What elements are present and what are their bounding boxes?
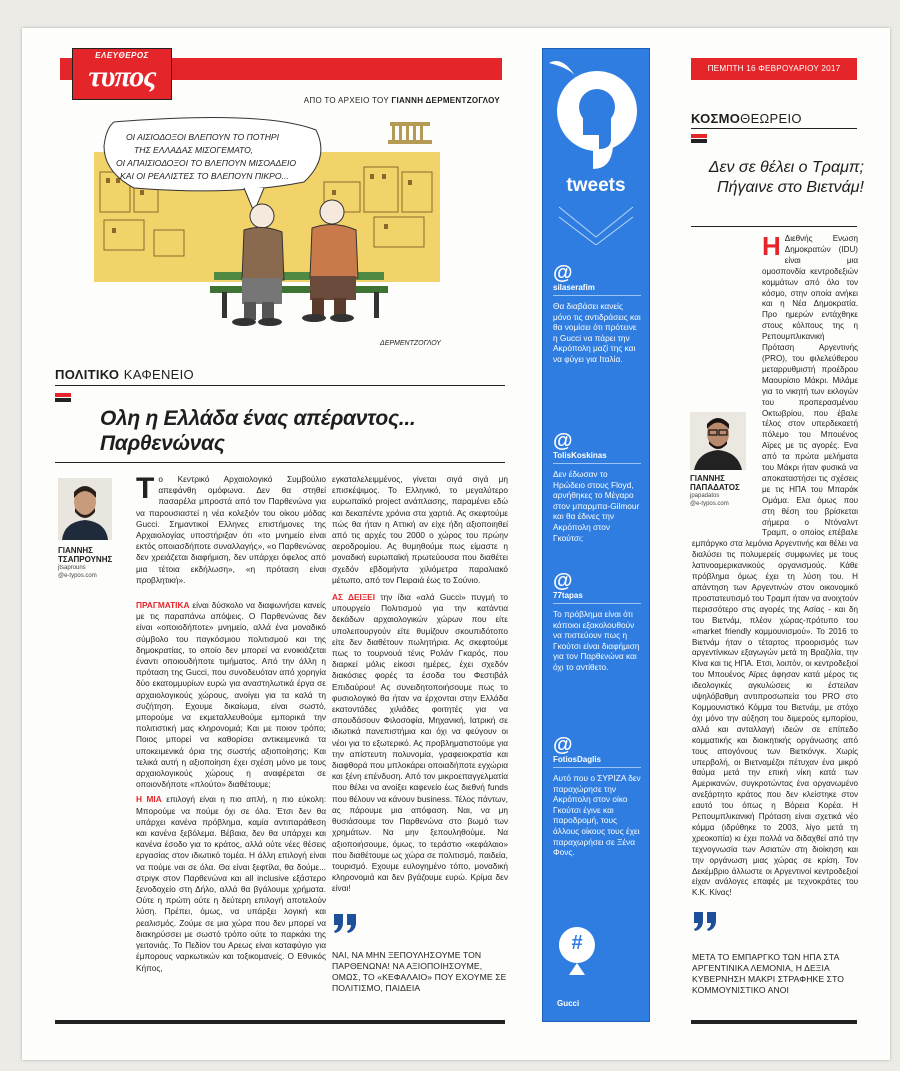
hashtag-icon xyxy=(557,925,597,977)
article-col-1 xyxy=(136,474,326,586)
right-para-text: Διεθνής Ενωση Δημοκρατών (IDU) είναι μια ομοσπονδία κεντροδεξιών κομμάτων από όλο τον κόσμο, στην οποία ανήκει και η Νέα Δημοκρατία. Προ ημερών εντάχθηκε στους κόλπους της η Ρεπουμπλικανική Πρόταση Αργεντινής (PRO), του φιλελεύθερου μεταρρυθμιστή προέδρου Μαουρίσιο Μάκρι. Μιλάμε για το νικητή των εκλογών του προπερασμένου Οκτωβρίου, που έβαλε τέλος στον υπερδεκαετή πόλεμο του Μπουένος Αϊρες με τις αγορές. Ενα από τα πρώτα μελήματα του Μάκρι ήταν φυσικά να αποκαταστήσει τις σχέσεις με τις ΗΠΑ του Μπαράκ Ομάμα. Ελα όμως που στη θέση του βρίσκεται σήμερα ο Ντόναλντ Τραμπ, ο οποίος επέβαλε εμπάργκο στα λεμόνια Αργεντινής και θέλει να διαλύσει τις πολυμερείς συμφωνίες με τους λατινοαμερικανικούς οργανισμούς. Κάθε πρόβλημα όμως έχει τη λύση του. Η απάντηση των Αργεντινών στον οικονομικό προστατευτισμό του Τραμπ ήταν να ανοιχτούν περισσότερο στις αγορές της Ασίας - και δη του Βιετνάμ, πλέον χώρας-πρότυπο του «market friendly κομμουνισμού». Το 2016 το Βιετνάμ ήταν ο τέταρτος προορισμός των αργεντίνικων εξαγωγών μετά τη Βραζιλία, την Κίνα και τις ΗΠΑ. Ετσι, λοιπόν, οι κεντροδεξιοί του Μπουένος Αϊρες άφησαν κατά μέρος τις ιδεολογικές αγκυλώσεις κι έστειλαν υψηλόβαθμη αντιπροσωπεία του PRO στο Κομμουνιστικό Κόμμα του Βιετνάμ, με στόχο όχι μόνο την αύξηση του διμερούς εμπορίου, αλλά και ανταλλαγή ιδεών σε επίπεδο κομματικής και διοικητικής οργάνωσης από τους απογόνους των Βιετκόνγκ. Χωρίς υπερβολή, οι Βιετναμέζοι πέτυχαν ένα μικρό θαύμα μετά την επική νίκη κατά των Αμερικανών, συγκροτώντας ένα οργανωμένο ανεξάρτητο κράτος που δεν κλείστηκε στον εαυτό του όπως η Βόρεια Κορέα. Η Ρεπουμπλικανική Πρόταση είναι σχετικά νέο κόμμα (ιδρύθηκε το 2003, λίγο μετά τη χρεοκοπία) κι έχει πολλά να διδαχθεί από την τεχνογνωσία των Ασιατών στη διοίκηση και την οργάνωση μιας χώρας σε κρίση. Τον Δεκέμβριο άλλωστε οι Αργεντινοί κεντροδεξιοί είχαν ανάλογες επαφές με τεχνοκράτες του Κ.Κ. Κίνας! xyxy=(692,234,858,898)
tweet-handle[interactable]: 77tapas xyxy=(553,591,583,600)
divider xyxy=(553,463,641,464)
political-cartoon xyxy=(94,112,440,354)
paragraph-2 xyxy=(136,600,326,790)
author-photo xyxy=(58,478,112,540)
main-headline: Ολη η Ελλάδα ένας απέραντος... Παρθενώνας xyxy=(100,407,416,455)
dropcap-t: Τ xyxy=(136,472,155,505)
hashtag-label[interactable]: Gucci xyxy=(557,999,580,1008)
tweets-column xyxy=(542,48,650,1022)
author-photo-right xyxy=(690,412,746,470)
tweet-handle[interactable]: TolisKoskinas xyxy=(553,451,607,460)
author-handle[interactable]: jtsaprouns xyxy=(58,565,86,571)
speech-line-2: ΤΗΣ ΕΛΛΑΔΑΣ ΜΙΣΟΓΕΜΑΤΟ, xyxy=(134,145,254,155)
author-block-right xyxy=(690,412,758,536)
tweet-handle[interactable]: silaserafim xyxy=(553,283,595,292)
tweet-4 xyxy=(553,735,641,858)
tweets-title: tweets xyxy=(566,175,626,196)
para1-text: ο Κεντρικό Αρχαιολογικό Συμβούλιο απεφάνθη ομόφωνα. Δεν θα στηθεί πασαρέλα μπροστά από τον Παρθενώνα για να παρουσιαστεί η νέα κολεξιόν του οίκου μόδας Gucci. Σημαντικοί Ελληνες επιστήμονες της Αρχαιολογίας υποστήριξαν ότι «το μνημείο είναι εκτός οποιασδήποτε συναλλαγής», «ο Παρθενώνας δεν χρειάζεται διαφήμιση, δεν υπάρχει όφελος από μια τέτοια εκδήλωση», «η πρόταση είναι προβλητική». xyxy=(136,474,326,585)
typos-logo xyxy=(72,48,172,100)
divider xyxy=(55,462,505,463)
quote-icon xyxy=(692,910,718,932)
red-accent xyxy=(691,134,707,138)
logo-top-text: ΕΛΕΥΘΕΡΟΣ xyxy=(95,51,149,60)
para2-text: είναι δύσκολο να διαφωνήσει κανείς με τις παραπάνω απόψεις. Ο Παρθενώνας δεν είναι «οποιοδήποτε» μνημείο, αλλά ένα μοναδικό σύμβολο του παγκόσμιου πολιτισμού και της δημοκρατίας, το οποίο δεν μπορεί να ενοικιάζεται έναντι οποιουδήποτε τιμήματος. Από την άλλη η πρόταση της Gucci, που συνοδευόταν από χορηγία δύο εκατομμυρίων ευρώ για αναστηλωτικά έργα σε αρχαιολογικούς χώρους, ανοίγει για τα καλά τη συζήτηση. Εχουμε δικαίωμα, είναι σωστό, μπορούμε να εκμεταλλευθούμε εμπορικά την πολιτιστική μας κληρονομιά; Και με ποιον τρόπο; Ποιος μπορεί να καθορίσει αντικειμενικά τα υποκειμενικά όρια της σωστής αξιοποίησης; Και τελικά αυτή η αξιοποίηση έχει σχέση μόνο με τους αρχαιολογικούς χώρους η αναφέρεται σε οποιονδήποτε «πλούτο» διαθέτουμε; xyxy=(136,600,326,790)
paragraph-1 xyxy=(136,474,326,586)
tweet-text: Αυτό που ο ΣΥΡΙΖΑ δεν παραχώρησε την Ακρόπολη στον οίκο Γκούτσι έγινε και παροδρομή, τους άλλους οίκους τους έχει παραχωρήσει σε Ξένα Φονς. xyxy=(553,773,641,858)
para5-text: την ίδια «αλά Gucci» πυγμή το υπουργείο Πολιτισμού για την κατάντια δεκάδων αρχαιολογικών χώρων που είτε υπολειτουργούν είτε θυμίζουν σκουπιδότοπο είτε δεν διαθέτουν πωλητήρια. Ας σκεφτούμε πως το τουρνουά τένις Ρολάν Γκαρός, που διαρκεί μόλις είκοσι ημέρες, έχει σχεδόν διακόσιες φορές τα έσοδα του Φεστιβάλ Επιδαύρου! Ας συνειδητοποιήσουμε πως το φυσιολογικό θα ήταν να έρχονται στην Ελλάδα εκατοντάδες χιλιάδες φοιτητές για να σπουδάσουν Φιλοσοφία, Μηχανική, Ιατρική σε ιδιωτικά πανεπιστήμια και όχι να φεύγουν οι νέοι για το εξωτερικό. Ας προβληματιστούμε για την απίστευτη πολυνομία, γραφειοκρατία και διαφθορά που μπλοκάρει οποιαδήποτε εγχώρια και ξένη επένδυση. Από τον μικροεπαγγελματία που θέλει να ανοίξει καφενείο έως διεθνή funds που θέλουν να κάνουν business. Τέλος πάντων, ας πάρουμε μια απόφαση. Ναι, να μη θυσιάσουμε τον Παρθενώνα στο βωμό των χρημάτων. Να μην ξεπουληθούμε. Να αξιοποιήσουμε, όμως, το τεράστιο «κεφάλαιο» που διαθέτουμε ως χώρα σε πολιτισμό, παιδεία, τουρισμό. Εχουμε ευλογημένο τόπο, μοναδική κληρονομιά και δεν βγάζουμε ευρώ. Κρίμα δεν είναι! xyxy=(332,592,508,894)
issue-date: ΠΕΜΠΤΗ 16 ΦΕΒΡΟΥΑΡΙΟΥ 2017 xyxy=(691,58,857,80)
cartoon-signature: ΔΕΡΜΕΝΤΖΟΓΛΟΥ xyxy=(380,340,441,347)
para3-text: επιλογή είναι η πιο απλή, η πιο εύκολη: Μπορούμε να πούμε όχι σε όλα. Έτσι δεν θα υπάρχει κανένα πρόβλημα, καμία αντιπαράθεση και κανένα ξεβόλεμα. Βέβαια, δεν θα υπάρχει και κανένα έσοδο για το κράτος, αλλά ούτε νέες θέσεις εργασίας στον ιδιωτικό τομέα. Η άλλη επιλογή είναι να πούμε ναι σε όλα. Θα είναι ξεφτίλα, θα δούμε... στριγκ στον Παρθενώνα και all inclusive εξάστερο ξενοδοχείο στη Δήλο, αλλά θα βγάλουμε χρήματα. Ούτε η πρώτη ούτε η δεύτερη επιλογή αποτελούν λύση. Πρέπει, όμως, να υπάρξει λογική και ρεαλισμός. Ζούμε σε μια χώρα που δεν μπορεί να διακηρύσσει με σωστό τρόπο ούτε το παρκάκι της γειτονιάς. Το Πεδίον του Αρεως είναι καταφύγιο για έμπορους ναρκωτικών και τοξικομανείς. Ο Εθνικός Κήπος, xyxy=(136,794,326,973)
paragraph-3 xyxy=(136,794,326,973)
author-last-name: ΤΣΑΠΡΟΥΝΗΣ xyxy=(58,555,113,564)
archive-prefix: ΑΠΟ ΤΟ ΑΡΧΕΙΟ ΤΟΥ xyxy=(303,96,389,105)
tweet-handle[interactable]: FotiosDaglis xyxy=(553,755,602,764)
divider xyxy=(553,767,641,768)
article-col-1b xyxy=(136,600,326,974)
right-paragraph xyxy=(692,231,858,899)
pull-quote-right: ΜΕΤΑ ΤΟ ΕΜΠΑΡΓΚΟ ΤΩΝ ΗΠΑ ΣΤΑ ΑΡΓΕΝΤΙΝΙΚΑ ΛΕΜΟΝΙΑ, Η ΔΕΞΙΑ ΚΥΒΕΡΝΗΣΗ ΜΑΚΡΙ ΣΤΡΑΦΗΚΕ ΣΤΟ ΚΟΜΜΟΥΝΙΣΤΙΚΟ ΑΝΟΙ xyxy=(692,952,845,995)
divider xyxy=(553,603,641,604)
bottom-rule xyxy=(691,1020,857,1024)
author-email[interactable]: @e-typos.com xyxy=(690,501,729,507)
speech-line-4: ΚΑΙ ΟΙ ΡΕΑΛΙΣΤΕΣ ΤΟ ΒΛΕΠΟΥΝ ΠΙΚΡΟ... xyxy=(120,171,289,181)
at-icon: @ xyxy=(553,734,573,756)
section-label-light: ΘΕΩΡΕΙΟ xyxy=(740,111,802,126)
archive-credit xyxy=(250,96,500,105)
author-info-right xyxy=(690,474,758,508)
cartoon-illustration xyxy=(94,112,440,354)
dark-accent xyxy=(691,139,707,143)
tweet-3 xyxy=(553,571,641,673)
speech-line-3: ΟΙ ΑΠΑΙΣΙΟΔΟΞΟΙ ΤΟ ΒΛΕΠΟΥΝ ΜΙΣΟΑΔΕΙΟ xyxy=(116,158,297,168)
author-last-name: ΠΑΠΑΔΑΤΟΣ xyxy=(690,483,740,492)
tweet-text: Το πρόβλημα είναι ότι κάποιοι εξακολουθούν να πιστεύουν πως η Γκούτσι είναι διαφήμιση για τον Παρθενώνα και όχι το αντίθετο. xyxy=(553,609,640,672)
paragraph-5 xyxy=(332,592,508,894)
quote-icon xyxy=(332,912,358,934)
hash-symbol: # xyxy=(571,932,583,954)
author-info-left xyxy=(58,546,118,580)
speech-line-1: ΟΙ ΑΙΣΙΟΔΟΞΟΙ ΒΛΕΠΟΥΝ ΤΟ ΠΟΤΗΡΙ xyxy=(126,132,280,142)
para2-lead: ΠΡΑΓΜΑΤΙΚΑ xyxy=(136,600,190,610)
red-accent xyxy=(55,393,71,397)
divider xyxy=(553,295,641,296)
tweet-text: Θα διαβάσει κανείς μόνο τις αντιδράσεις και θα νομίσει ότι πρότεινε η Gucci να πάρει την Ακρόπολη μαζί της και να φύγει για Ιταλία. xyxy=(553,301,641,364)
at-icon: @ xyxy=(553,570,573,592)
section-label-bold: ΚΟΣΜΟ xyxy=(691,111,741,126)
author-portrait xyxy=(690,412,746,470)
tweet-text: Δεν έδωσαν το Ηρώδειο στους Floyd, αρνήθηκες το Μέγαρο στον μπαρμπα-Gilmour και θα έδινες την Ακρόπολη στον Γκούτσι; xyxy=(553,469,640,543)
tweets-arrows xyxy=(543,199,649,245)
divider xyxy=(691,128,857,129)
article-col-2 xyxy=(332,474,508,895)
divider xyxy=(691,226,857,227)
tweet-1 xyxy=(553,263,641,365)
right-article-col xyxy=(690,231,858,899)
at-icon: @ xyxy=(553,262,573,284)
dark-accent xyxy=(55,398,71,402)
logo-main-text: τυπος xyxy=(88,60,156,93)
archive-name: ΓΙΑΝΝΗ ΔΕΡΜΕΝΤΖΟΓΛΟΥ xyxy=(391,96,500,105)
author-email[interactable]: @e-typos.com xyxy=(58,573,97,579)
bottom-rule xyxy=(55,1020,505,1024)
paragraph-4: εγκαταλελειμμένος, γίνεται σιγά σιγά μη επισκέψιμος. Το Ελληνικό, το μεγαλύτερο ευρωπαϊκό project ανάπλασης, παραμένει εδώ και δεκαπέντε χρόνια στα χαρτιά. Ας σκεφτούμε πώς θα ήταν η Αττική αν είχε ήδη αξιοποιηθεί από τις αρχές του 2000 ο χώρος του πρώην αεροδρομίου. Ας θυμηθούμε πως είμαστε η μοναδική ευρωπαϊκή πρωτεύουσα που διαθέτει σχεδόν εβδομήντα χιλιόμετρα παραλιακό μέτωπο, από τον Πειραιά έως το Σούνιο. xyxy=(332,474,508,585)
dropcap-h: Η xyxy=(762,231,781,261)
para3-lead: Η ΜΙΑ xyxy=(136,794,162,805)
section-label-politiko xyxy=(55,366,194,384)
tweet-2 xyxy=(553,431,641,543)
divider xyxy=(55,385,505,386)
section-label-light: ΚΑΦΕΝΕΙΟ xyxy=(123,367,194,382)
pull-quote-left: ΝΑΙ, ΝΑ ΜΗΝ ΞΕΠΟΥΛΗΣΟΥΜΕ ΤΟΝ ΠΑΡΘΕΝΩΝΑ! ΝΑ ΑΞΙΟΠΟΙΗΣΟΥΜΕ, ΟΜΩΣ, ΤΟ «ΚΕΦΑΛΑΙΟ» ΠΟΥ ΕΧΟΥΜΕ ΣΕ ΠΟΛΙΤΙΣΜΟ, ΠΑΙΔΕΙΑ xyxy=(332,950,507,993)
section-label-kosmotheoreio xyxy=(691,110,802,128)
para5-lead: ΑΣ ΔΕΙΞΕΙ xyxy=(332,592,376,603)
author-handle[interactable]: jpapadatos xyxy=(690,493,720,499)
section-label-bold: ΠΟΛΙΤΙΚΟ xyxy=(55,367,120,382)
at-icon: @ xyxy=(553,430,573,452)
author-first-name: ΓΙΑΝΝΗΣ xyxy=(58,546,93,555)
right-headline: Δεν σε θέλει ο Τραμπ; Πήγαινε στο Βιετνάμ! xyxy=(708,159,864,196)
author-first-name: ΓΙΑΝΝΗΣ xyxy=(690,474,725,483)
author-portrait xyxy=(58,478,112,540)
